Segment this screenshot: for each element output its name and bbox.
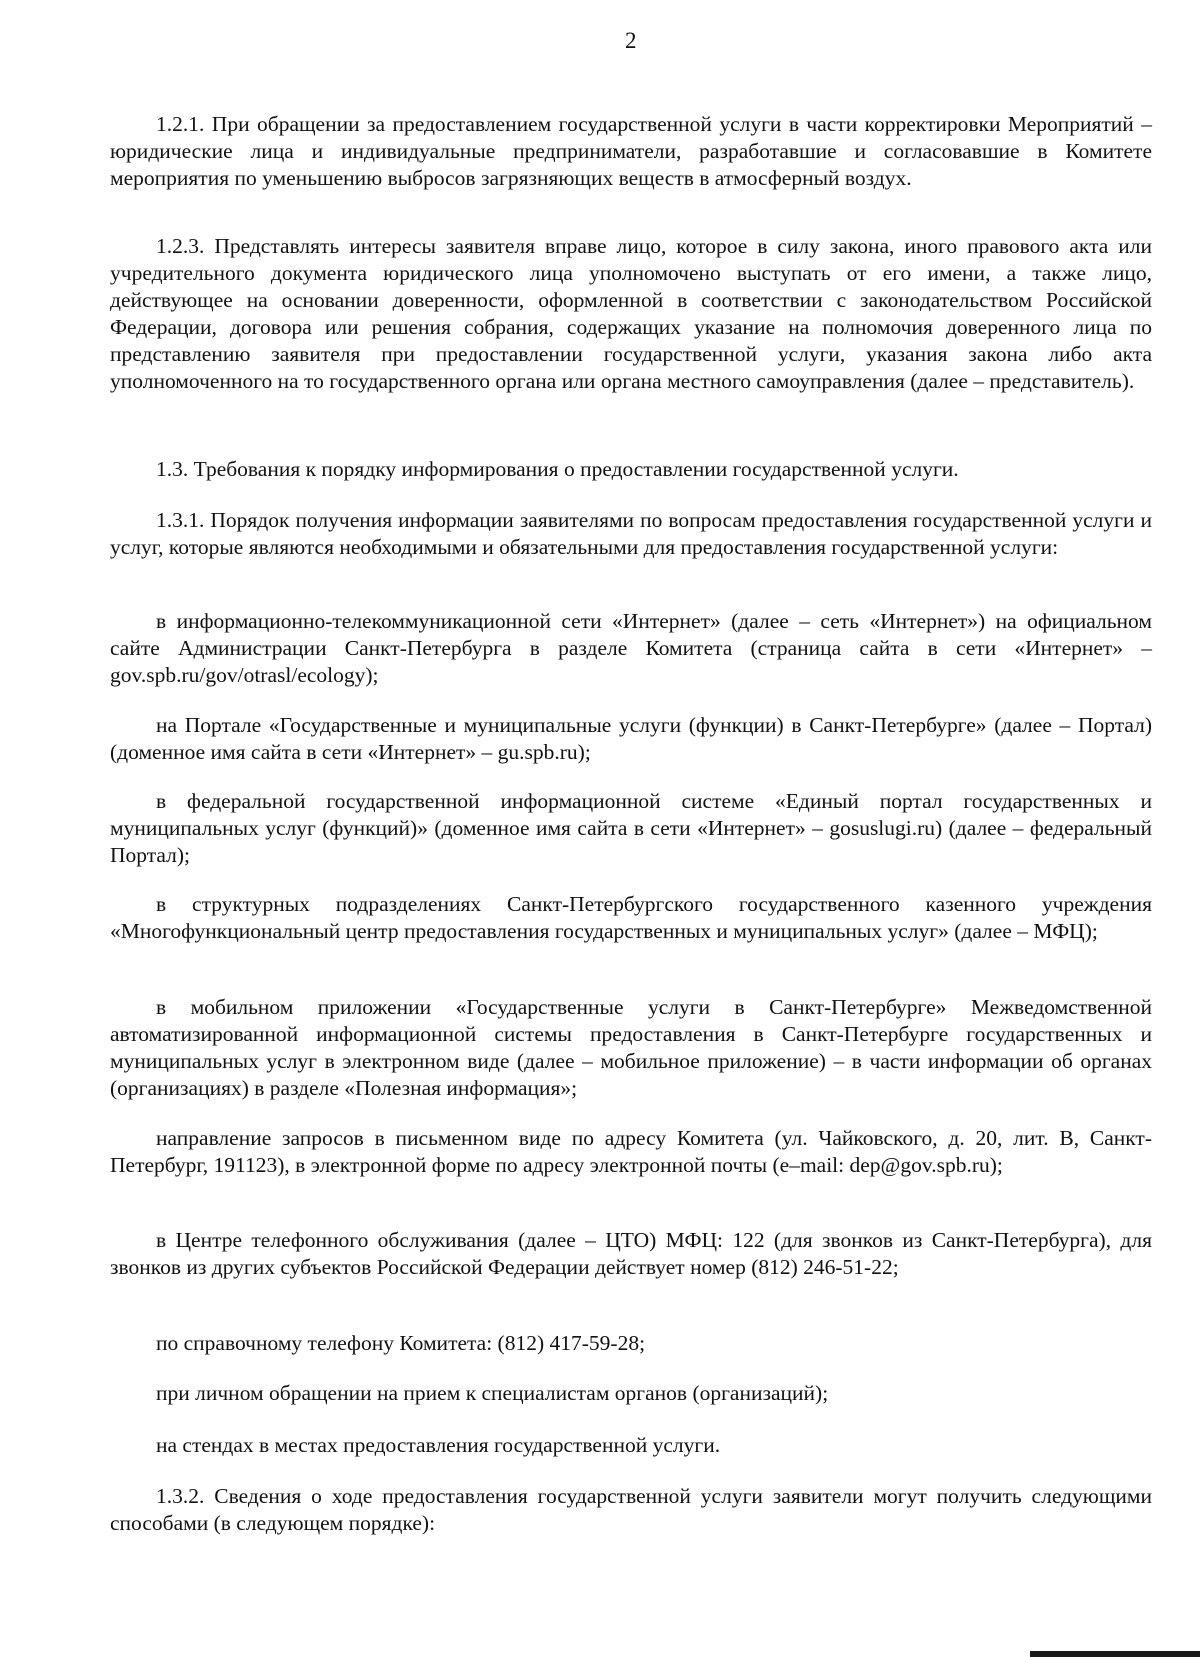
paragraph-1-2-1: 1.2.1. При обращении за предоставлением государственной услуги в части корректировки Мероприятий – юридические лица и индивидуальные предприниматели, разработавшие и согласовавшие в Комитете мероприятия по уменьшению выбросов загрязняющих веществ в атмосферный воздух.	[110, 112, 1152, 190]
paragraph-written-requests: направление запросов в письменном виде по адресу Комитета (ул. Чайковского, д. 20, лит. В, Санкт-Петербург, 191123), в электронной форме по адресу электронной почты (e–mail: dep@gov.spb.ru);	[110, 1126, 1152, 1177]
paragraph-personal-visit: при личном обращении на прием к специалистам органов (организаций);	[156, 1381, 829, 1405]
scan-edge-mark	[1030, 1651, 1200, 1657]
paragraph-portal: на Портале «Государственные и муниципальные услуги (функции) в Санкт-Петербурге» (далее – Портал) (доменное имя сайта в сети «Интернет» – gu.spb.ru);	[110, 713, 1152, 764]
paragraph-mfc: в структурных подразделениях Санкт-Петербургского государственного казенного учреждения «Многофункциональный центр предоставления государственных и муниципальных услуг» (далее – МФЦ);	[110, 892, 1152, 943]
paragraph-1-2-3: 1.2.3. Представлять интересы заявителя вправе лицо, которое в силу закона, иного правового акта или учредительного документа юридического лица уполномочено выступать от его имени, а также лицо, действующее на основании доверенности, оформленной в соответствии с законодательством Российской Федерации, договора или решения собрания, содержащих указание на полномочия доверенного лица по представлению заявителя при предоставлении государственной услуги, указания закона либо акта уполномоченного на то государственного органа или органа местного самоуправления (далее – представитель).	[110, 234, 1152, 393]
paragraph-mobile-app: в мобильном приложении «Государственные услуги в Санкт-Петербурге» Межведомственной автоматизированной информационной системы предоставления в Санкт-Петербурге государственных и муниципальных услуг в электронном виде (далее – мобильное приложение) – в части информации об органах (организациях) в разделе «Полезная информация»;	[110, 995, 1152, 1100]
paragraph-stands: на стендах в местах предоставления государственной услуги.	[156, 1433, 721, 1457]
page-number: 2	[625, 28, 637, 53]
paragraph-call-center: в Центре телефонного обслуживания (далее – ЦТО) МФЦ: 122 (для звонков из Санкт-Петербурга), для звонков из других субъектов Российской Федерации действует номер (812) 246-51-22;	[110, 1228, 1152, 1279]
paragraph-internet-site: в информационно-телекоммуникационной сети «Интернет» (далее – сеть «Интернет») на официальном сайте Администрации Санкт-Петербурга в разделе Комитета (страница сайта в сети «Интернет» – gov.spb.ru/gov/otrasl/ecology);	[110, 609, 1152, 687]
paragraph-federal-portal: в федеральной государственной информационной системе «Единый портал государственных и муниципальных услуг (функций)» (доменное имя сайта в сети «Интернет» – gosuslugi.ru) (далее – федеральный Портал);	[110, 789, 1152, 867]
paragraph-1-3: 1.3. Требования к порядку информирования о предоставлении государственной услуги.	[156, 457, 959, 481]
paragraph-reference-phone: по справочному телефону Комитета: (812) 417-59-28;	[156, 1331, 646, 1355]
paragraph-1-3-2: 1.3.2. Сведения о ходе предоставления государственной услуги заявители могут получить следующими способами (в следующем порядке):	[110, 1484, 1152, 1535]
paragraph-1-3-1: 1.3.1. Порядок получения информации заявителями по вопросам предоставления государственной услуги и услуг, которые являются необходимыми и обязательными для предоставления государственной услуги:	[110, 508, 1152, 559]
